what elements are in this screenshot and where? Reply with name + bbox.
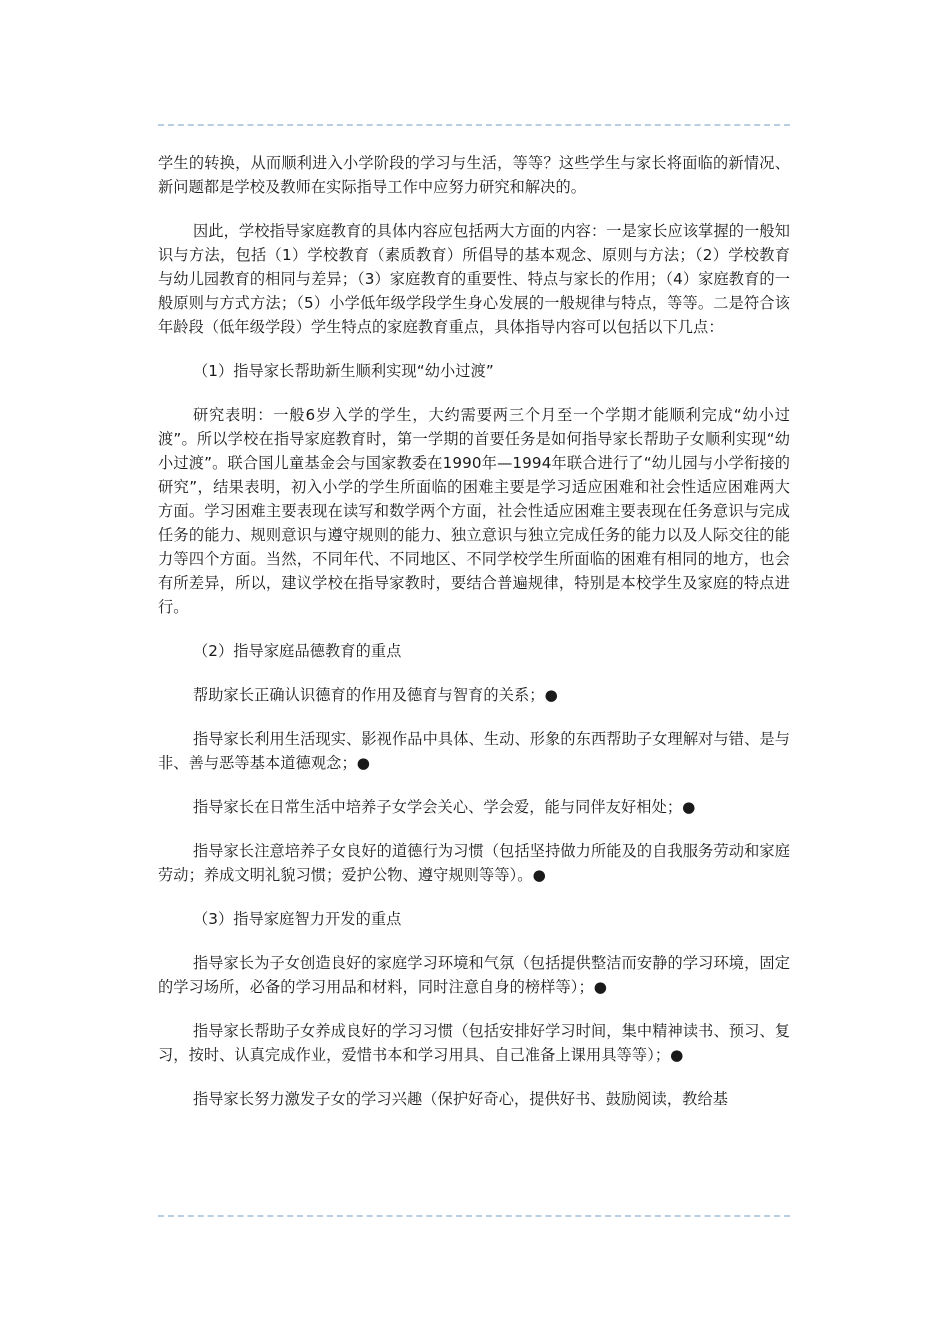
header-dashed-rule [158,124,790,126]
bullet-paragraph: 帮助家长正确认识德育的作用及德育与智育的关系；● [192,686,558,704]
bullet-paragraph: 指导家长为子女创造良好的家庭学习环境和气氛（包括提供整洁而安静的学习环境，固定的学习场所，必备的学习用品和材料，同时注意自身的榜样等）；● [158,954,790,996]
bullet-paragraph: 指导家长在日常生活中培养子女学会关心、学会爱，能与同伴友好相处；● [192,798,696,816]
section-heading: （3）指导家庭智力开发的重点 [192,910,402,928]
paragraph: 研究表明：一般6岁入学的学生，大约需要两三个月至一个学期才能顺利完成“幼小过渡”。所以学校在指导家庭教育时，第一学期的首要任务是如何指导家长帮助子女顺利实现“幼小过渡”。联合国儿童基金会与国家教委在1990年—1994年联合进行了“幼儿园与小学衔接的研究”，结果表明，初入小学的学生所面临的困难主要是学习适应困难和社会性适应困难两大方面。学习困难主要表现在读写和数学两个方面，社会性适应困难主要表现在任务意识与完成任务的能力、规则意识与遵守规则的能力、独立意识与独立完成任务的能力以及人际交往的能力等四个方面。当然，不同年代、不同地区、不同学校学生所面临的困难有相同的地方，也会有所差异，所以，建议学校在指导家教时，要结合普遍规律，特别是本校学生及家庭的特点进行。 [158,406,790,616]
bullet-paragraph: 指导家长注意培养子女良好的道德行为习惯（包括坚持做力所能及的自我服务劳动和家庭劳动；养成文明礼貌习惯；爱护公物、遵守规则等等）。● [158,842,790,884]
paragraph: 学生的转换，从而顺利进入小学阶段的学习与生活，等等？这些学生与家长将面临的新情况、新问题都是学校及教师在实际指导工作中应努力研究和解决的。 [158,154,790,196]
footer-dashed-rule [158,1215,790,1217]
bullet-paragraph: 指导家长利用生活现实、影视作品中具体、生动、形象的东西帮助子女理解对与错、是与非、善与恶等基本道德观念；● [158,730,790,772]
document-body [158,151,790,1131]
section-heading: （1）指导家长帮助新生顺利实现“幼小过渡” [192,362,494,380]
paragraph: 指导家长努力激发子女的学习兴趣（保护好奇心，提供好书、鼓励阅读，教给基 [192,1090,729,1108]
paragraph: 因此，学校指导家庭教育的具体内容应包括两大方面的内容：一是家长应该掌握的一般知识与方法，包括（1）学校教育（素质教育）所倡导的基本观念、原则与方法；（2）学校教育与幼儿园教育的相同与差异；（3）家庭教育的重要性、特点与家长的作用；（4）家庭教育的一般原则与方式方法；（5）小学低年级学段学生身心发展的一般规律与特点，等等。二是符合该年龄段（低年级学段）学生特点的家庭教育重点，具体指导内容可以包括以下几点： [158,222,790,336]
section-heading: （2）指导家庭品德教育的重点 [192,642,402,660]
bullet-paragraph: 指导家长帮助子女养成良好的学习习惯（包括安排好学习时间，集中精神读书、预习、复习，按时、认真完成作业，爱惜书本和学习用具、自己准备上课用具等等）；● [158,1022,790,1064]
